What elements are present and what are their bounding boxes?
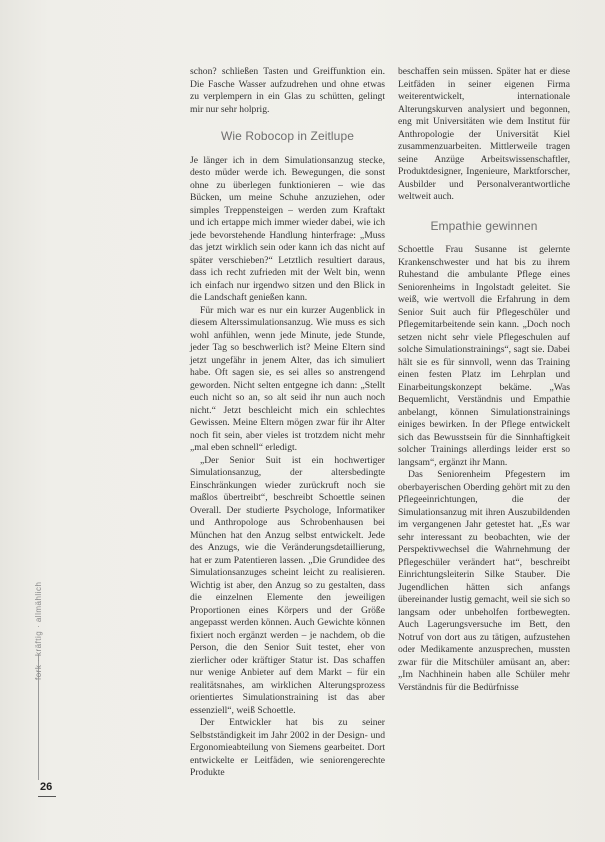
section-heading-empathie: Empathie gewinnen <box>430 218 538 233</box>
right-paragraph-3: Das Seniorenheim Pfegestern im oberbayerischen Oberding gehört mit zu den Pflegeeinrichtungen, die der Simulationsanzug mit ihren Auszubildenden im vergangenen Jahr getestet hat. „Es war sehr interessant zu beobachten, wie der Perspektivwechsel die Wahrnehmung der Pflegeschüler verändert hat“, beschreibt Einrichtungsleiterin Silke Stauber. Die Jugendlichen hätten sich anfangs übereinander lustig gemacht, weil sie sich so langsam oder unbeholfen fortbewegten. Auch Lagerungsversuche im Bett, den Notruf von dort aus zu tätigen, aufzustehen oder Medikamente anzusprechen, mussten zwar für die Mitschüler amüsant an, aber: „Im Nachhinein haben alle Schüler mehr Verständnis für die Bedürfnisse <box>398 469 570 693</box>
vertical-side-text: fork · kräftig · allmählich <box>34 581 43 680</box>
left-paragraph-4: „Der Senior Suit ist ein hochwertiger Simulationsanzug, der altersbedingte Einschränkungen wieder zurückruft noch sie maßlos übertreibt“, beschreibt Schoettle seinen Overall. Der studierte Psychologe, Informatiker und Anthropologe aus Schrobenhausen bei München hat den Anzug selbst entwickelt. Jede des Anzugs, wie die Veränderungsdetaillierung, hat er zum Patentieren lassen. „Die Grundidee des Simulationsanzuges scheint leicht zu realisieren. Wichtig ist aber, den Anzug so zu gestalten, dass die einzelnen Elemente den jeweiligen Proportionen eines Körpers und der Größe angepasst werden können. Auch Gewichte können fixiert noch ergänzt werden – je nachdem, ob die Person, die den Senior Suit testet, eher von zierlicher oder kräftiger Statur ist. Das schaffen nur wenige Anbieter auf dem Markt – für ein realitätsnahes, am wirklichen Alterungsprozess orientiertes Simulationstraining ist das aber essenziell“, weiß Schoettle. <box>190 454 385 716</box>
right-column <box>398 66 570 694</box>
left-paragraph-2: Je länger ich in dem Simulationsanzug stecke, desto müder werde ich. Bewegungen, die sonst ohne zu überlegen funktionieren – wie das Bücken, um meine Schuhe anzuziehen, oder simples Treppensteigen – werden zum Kraftakt und ich ertappe mich immer wieder dabei, wie ich jede bevorstehende Handlung hinterfrage: „Muss das jetzt wirklich sein oder kann ich das nicht auf später verschieben?“ Letztlich resultiert daraus, dass ich recht zufrieden mit der Welt bin, wenn ich einfach nur irgendwo sitzen und den Blick in die Landschaft genießen kann. <box>190 154 385 303</box>
page-number: 26 <box>40 781 53 793</box>
left-paragraph-5: Der Entwickler hat bis zu seiner Selbstständigkeit im Jahr 2002 in der Design- und Ergonomieabteilung von Siemens gearbeitet. Dort entwickelte er Leitfäden, wie seniorengerechte Produkte <box>190 717 385 778</box>
right-paragraph-2: Schoettle Frau Susanne ist gelernte Krankenschwester und hat bis zu ihrem Ruhestand die ambulante Pflege eines Seniorenheims in Ingolstadt geleitet. Sie weiß, wie wertvoll die Erfahrung in dem Senior Suit auch für Pflegeschüler und Pflegemitarbeitende sein kann. „Doch noch setzen nicht sehr viele Pflegeschulen auf solche Simulationstrainings“, sagt sie. Dabei hält sie es für sinnvoll, wenn das Training einen festen Platz im Lehrplan und Einarbeitungskonzept bekäme. „Was Bequemlicht, Verständnis und Empathie anbelangt, können Simulationstrainings einiges bewirken. In der Pflege entwickelt sich das Bewusstsein für die Sinnhaftigkeit solcher Trainings allerdings leider erst so langsam“, ergänzt ihr Mann. <box>398 244 570 468</box>
left-paragraph-1: schon? schließen Tasten und Greiffunktion ein. Die Fasche Wasser aufzudrehen und ohne etwas zu verplempern in ein Glas zu schütten, gelingt mir nur sehr holprig. <box>190 66 385 115</box>
section-heading-robocop: Wie Robocop in Zeitlupe <box>220 129 355 143</box>
left-column <box>190 66 385 780</box>
left-paragraph-3: Für mich war es nur ein kurzer Augenblick in diesem Alterssimulationsanzug. Wie muss es sich wohl anfühlen, wenn jede Minute, jede Stunde, jeder Tag so beschwerlich ist? Meine Eltern sind jetzt ungefähr in jenem Alter, das ich simuliert habe. Oft sagen sie, es sei alles so anstrengend geworden. Nicht selten entgegne ich dann: „Stellt euch nicht so an, so alt seid ihr nun auch noch nicht.“ Jetzt beschleicht mich ein schlechtes Gewissen. Meine Eltern mögen zwar für ihr Alter noch fit sein, aber vieles ist trotzdem nicht mehr „mal eben schnell“ erledigt. <box>190 304 385 453</box>
right-paragraph-1: beschaffen sein müssen. Später hat er diese Leitfäden in seiner eigenen Firma weiterentwickelt, internationale Alterungskurven analysiert und begonnen, eng mit Universitäten wie dem Institut für Anthropologie der Universität Kiel zusammenzuarbeiten. Mittlerweile tragen seine Anzüge Arbeitswissenschaftler, Produktdesigner, Ingenieure, Marktforscher, Ausbilder und Personalverantwortliche weltweit auch. <box>398 66 570 202</box>
page-number-rule <box>38 796 56 797</box>
